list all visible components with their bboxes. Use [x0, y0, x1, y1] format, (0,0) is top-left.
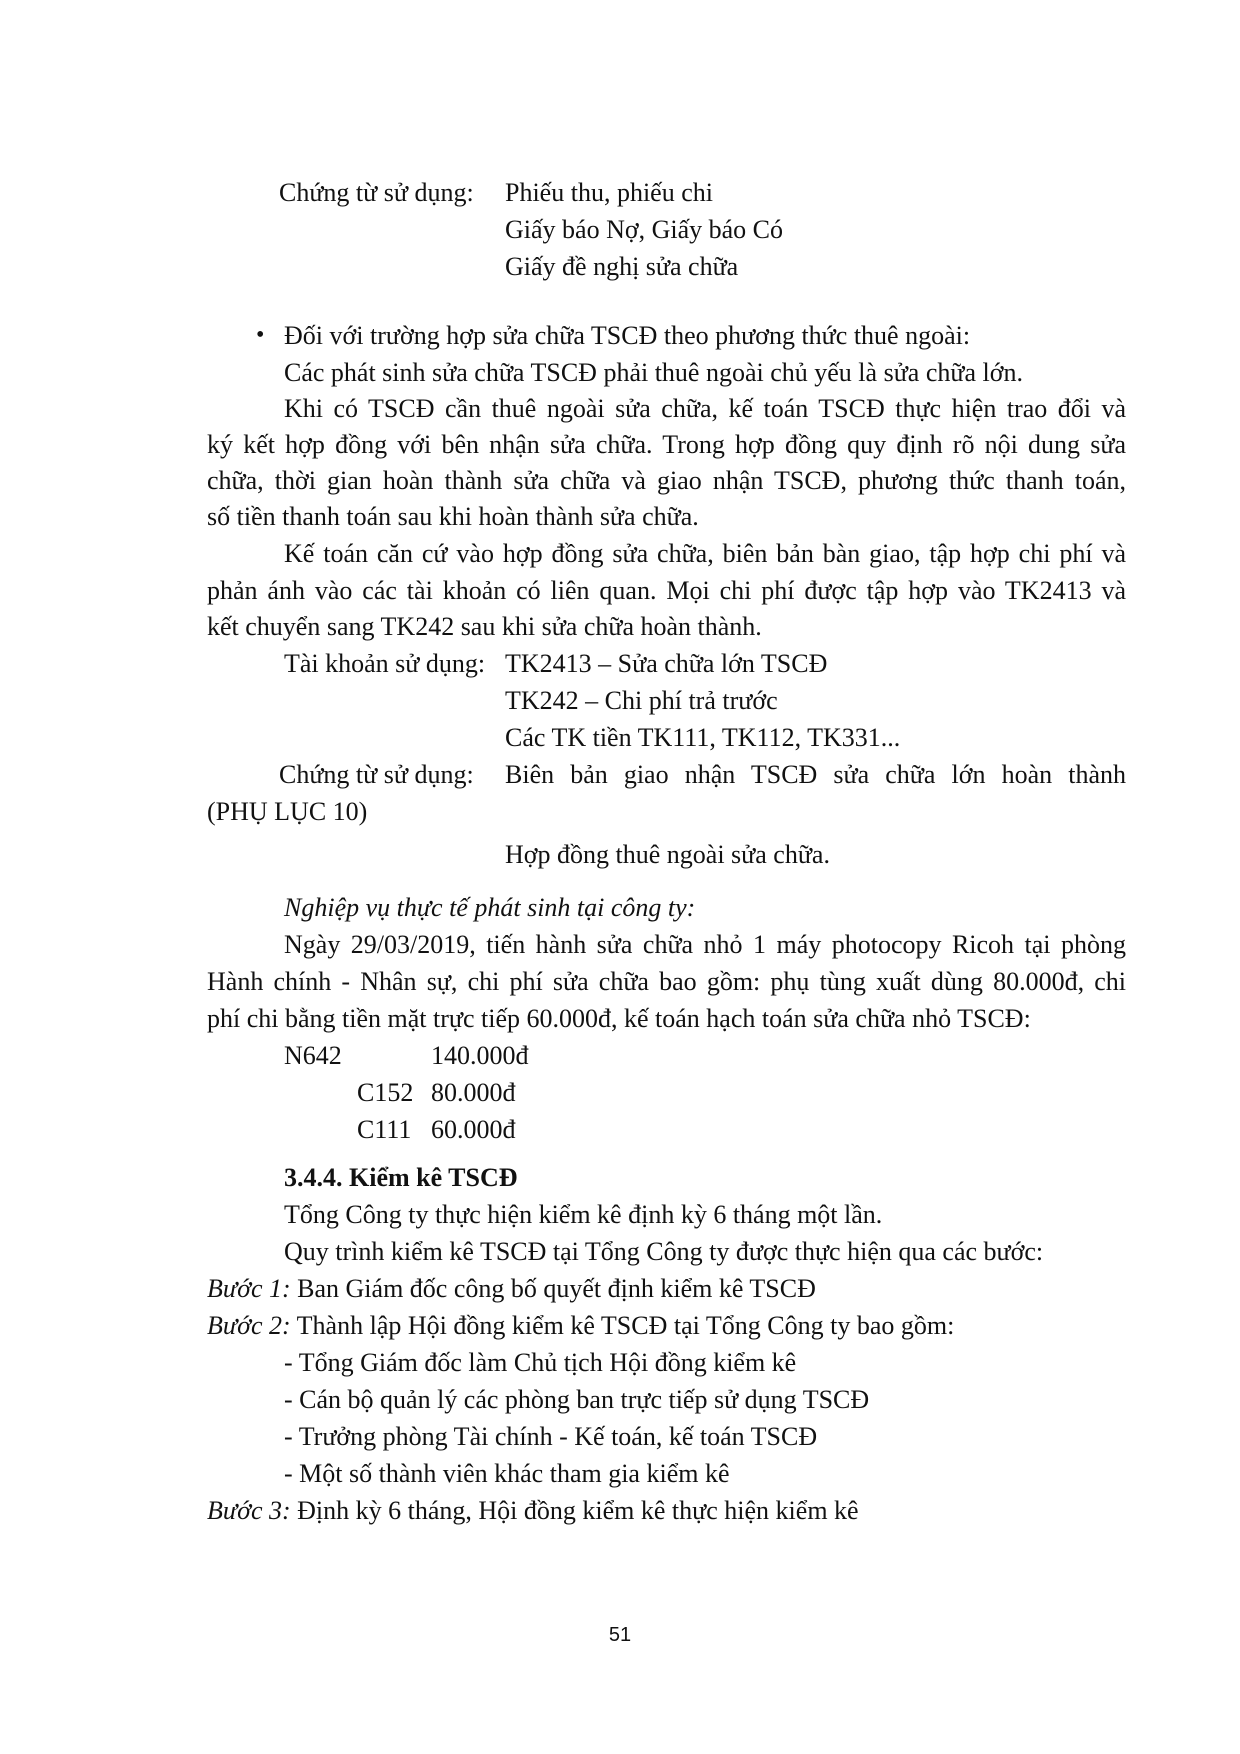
chung-tu-item: Phiếu thu, phiếu chi: [505, 178, 713, 207]
list-item: - Cán bộ quản lý các phòng ban trực tiếp sử dụng TSCĐ: [284, 1385, 870, 1414]
entry-account: C111: [357, 1115, 412, 1144]
chung-tu-item: Hợp đồng thuê ngoài sửa chữa.: [505, 840, 830, 869]
paragraph-line: Tổng Công ty thực hiện kiểm kê định kỳ 6 tháng một lần.: [284, 1200, 883, 1229]
bullet-icon: •: [256, 322, 265, 348]
chung-tu-item: (PHỤ LỤC 10): [207, 797, 368, 826]
entry-amount: 80.000đ: [431, 1078, 516, 1107]
chung-tu-item: Giấy báo Nợ, Giấy báo Có: [505, 215, 784, 244]
step-text: Thành lập Hội đồng kiểm kê TSCĐ tại Tổng Công ty bao gồm:: [290, 1311, 955, 1340]
paragraph-line: Khi có TSCĐ cần thuê ngoài sửa chữa, kế toán TSCĐ thực hiện trao đổi và: [284, 394, 1126, 423]
section-heading: Đối với trường hợp sửa chữa TSCĐ theo phương thức thuê ngoài:: [284, 321, 971, 350]
entry-account: N642: [284, 1041, 342, 1070]
paragraph-line: số tiền thanh toán sau khi hoàn thành sửa chữa.: [207, 502, 699, 531]
list-item: - Trưởng phòng Tài chính - Kế toán, kế toán TSCĐ: [284, 1422, 818, 1451]
tai-khoan-item: Các TK tiền TK111, TK112, TK331...: [505, 723, 901, 752]
paragraph-line: chữa, thời gian hoàn thành sửa chữa và giao nhận TSCĐ, phương thức thanh toán,: [207, 466, 1126, 495]
paragraph-line: Hành chính - Nhân sự, chi phí sửa chữa bao gồm: phụ tùng xuất dùng 80.000đ, chi: [207, 967, 1126, 996]
tai-khoan-label: Tài khoản sử dụng:: [284, 649, 486, 678]
paragraph-line: Kế toán căn cứ vào hợp đồng sửa chữa, biên bản bàn giao, tập hợp chi phí và: [284, 539, 1126, 568]
step-label: Bước 1:: [207, 1274, 291, 1303]
chung-tu-label: Chứng từ sử dụng:: [279, 760, 474, 789]
step-label: Bước 3:: [207, 1496, 291, 1525]
tai-khoan-item: TK2413 – Sửa chữa lớn TSCĐ: [505, 649, 828, 678]
step-text: Định kỳ 6 tháng, Hội đồng kiểm kê thực hiện kiểm kê: [290, 1496, 859, 1525]
list-item: - Tổng Giám đốc làm Chủ tịch Hội đồng kiểm kê: [284, 1348, 797, 1377]
list-item: - Một số thành viên khác tham gia kiểm kê: [284, 1459, 730, 1488]
entry-amount: 140.000đ: [431, 1041, 529, 1070]
entry-amount: 60.000đ: [431, 1115, 516, 1144]
step-label: Bước 2:: [207, 1311, 291, 1340]
tai-khoan-item: TK242 – Chi phí trả trước: [505, 686, 778, 715]
step-text: Ban Giám đốc công bố quyết định kiểm kê TSCĐ: [290, 1274, 816, 1303]
paragraph-line: phản ánh vào các tài khoản có liên quan. Mọi chi phí được tập hợp vào TK2413 và: [207, 576, 1126, 605]
step-1: [207, 1270, 816, 1307]
paragraph-line: Quy trình kiểm kê TSCĐ tại Tổng Công ty được thực hiện qua các bước:: [284, 1237, 1044, 1266]
paragraph-line: ký kết hợp đồng với bên nhận sửa chữa. Trong hợp đồng quy định rõ nội dung sửa: [207, 430, 1126, 459]
paragraph-line: phí chi bằng tiền mặt trực tiếp 60.000đ, kế toán hạch toán sửa chữa nhỏ TSCĐ:: [207, 1004, 1031, 1033]
nghiep-vu-title: Nghiệp vụ thực tế phát sinh tại công ty:: [284, 893, 696, 922]
step-2: [207, 1307, 954, 1344]
section-heading: 3.4.4. Kiểm kê TSCĐ: [284, 1163, 518, 1192]
chung-tu-label: Chứng từ sử dụng:: [279, 178, 474, 207]
paragraph-line: Ngày 29/03/2019, tiến hành sửa chữa nhỏ 1 máy photocopy Ricoh tại phòng: [284, 930, 1126, 959]
paragraph-line: Các phát sinh sửa chữa TSCĐ phải thuê ngoài chủ yếu là sửa chữa lớn.: [284, 358, 1023, 387]
page-number: 51: [608, 1624, 632, 1646]
chung-tu-item: Giấy đề nghị sửa chữa: [505, 252, 739, 281]
step-3: [207, 1492, 859, 1529]
paragraph-line: kết chuyển sang TK242 sau khi sửa chữa hoàn thành.: [207, 612, 762, 641]
chung-tu-item: Biên bản giao nhận TSCĐ sửa chữa lớn hoàn thành: [505, 760, 1126, 789]
entry-account: C152: [357, 1078, 414, 1107]
